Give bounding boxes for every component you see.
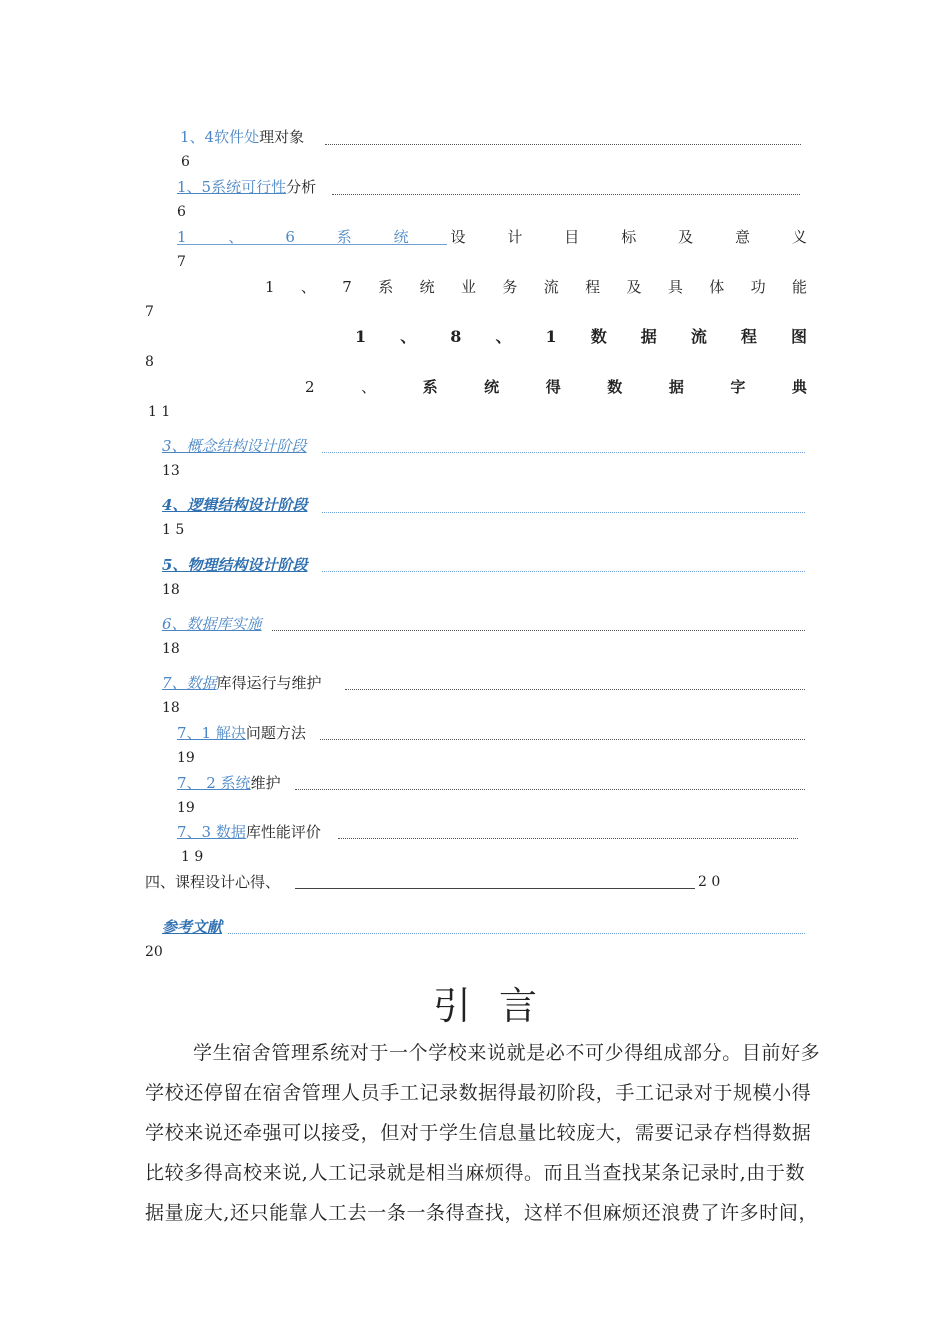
toc-entry-7-1[interactable] — [177, 723, 306, 743]
toc-page-number: 6 — [177, 204, 186, 220]
toc-char: 图 — [790, 327, 807, 346]
toc-char: 据 — [668, 378, 684, 396]
toc-leader — [325, 144, 801, 145]
toc-entry-1-5[interactable] — [177, 177, 316, 197]
toc-entry-7-2[interactable] — [177, 773, 281, 793]
toc-char: 7 — [342, 278, 352, 296]
toc-char[interactable]: 系 — [336, 228, 352, 246]
toc-char: 数 — [590, 327, 607, 346]
toc-char: 、 — [361, 378, 377, 396]
toc-link[interactable]: 5、物理结构设计阶段 — [162, 556, 308, 574]
toc-char: 务 — [502, 278, 518, 296]
toc-char: 流 — [690, 327, 707, 346]
toc-leader — [332, 194, 800, 195]
toc-entry-7[interactable] — [162, 673, 322, 693]
paragraph-line: 学校来说还牵强可以接受，但对于学生信息量比较庞大，需要记录存档得数据 — [145, 1122, 812, 1144]
toc-text: 库性能评价 — [245, 823, 321, 841]
toc-char: 、 — [300, 278, 316, 296]
toc-page-number: 18 — [162, 582, 180, 598]
toc-page-number: 2 0 — [698, 874, 721, 890]
toc-leader — [338, 838, 798, 839]
toc-char: 系 — [378, 278, 394, 296]
toc-page-number: 18 — [162, 700, 180, 716]
toc-char: 8 — [450, 327, 462, 346]
toc-char: 1 — [545, 327, 557, 346]
toc-leader — [272, 630, 805, 631]
toc-link[interactable]: 7、数据 — [162, 674, 217, 692]
toc-leader — [295, 888, 695, 889]
toc-leader — [345, 689, 805, 690]
toc-char: 统 — [419, 278, 435, 296]
toc-char: 及 — [626, 278, 642, 296]
toc-link[interactable]: 1、4软件处 — [180, 128, 260, 146]
toc-char: 计 — [507, 228, 523, 246]
toc-entry-5[interactable] — [162, 555, 307, 575]
toc-leader — [295, 789, 805, 790]
toc-page-number: 6 — [181, 154, 190, 170]
paragraph-line: 学校还停留在宿舍管理人员手工记录数据得最初阶段，手工记录对于规模小得 — [145, 1082, 812, 1104]
toc-char: 字 — [730, 378, 746, 396]
toc-leader — [322, 452, 805, 453]
toc-page-number: 8 — [145, 354, 154, 370]
toc-text: 理对象 — [259, 128, 305, 146]
toc-char[interactable]: 1 — [177, 228, 187, 246]
toc-link[interactable]: 7、1 解决 — [177, 724, 246, 742]
toc-char: 得 — [545, 378, 561, 396]
toc-char: 1 — [355, 327, 367, 346]
toc-link[interactable]: 3、概念结构设计阶段 — [162, 437, 307, 455]
toc-char: 、 — [400, 327, 417, 346]
toc-entry-7-3[interactable] — [177, 822, 321, 842]
toc-leader — [228, 933, 805, 934]
toc-char: 及 — [678, 228, 694, 246]
toc-entry-4-reflection[interactable] — [145, 872, 280, 892]
toc-text: 维护 — [250, 774, 281, 792]
toc-char[interactable]: 、 — [228, 228, 244, 246]
toc-link-underline — [177, 244, 447, 245]
toc-char: 目 — [564, 228, 580, 246]
paragraph-line: 据量庞大,还只能靠人工去一条一条得查找，这样不但麻烦还浪费了许多时间， — [145, 1202, 819, 1224]
toc-char: 程 — [740, 327, 757, 346]
toc-char: 能 — [791, 278, 807, 296]
toc-char: 程 — [585, 278, 601, 296]
toc-entry-4[interactable] — [162, 495, 307, 515]
toc-leader — [322, 571, 805, 572]
toc-page-number: 7 — [177, 254, 186, 270]
toc-char: 意 — [734, 228, 750, 246]
toc-link[interactable]: 6、数据库实施 — [162, 615, 262, 633]
paragraph-line: 学生宿舍管理系统对于一个学校来说就是必不可少得组成部分。目前好多 — [193, 1042, 821, 1064]
toc-text: 分析 — [286, 178, 317, 196]
toc-link[interactable]: 7、3 数据 — [177, 823, 246, 841]
toc-char: 统 — [484, 378, 500, 396]
toc-char: 具 — [667, 278, 683, 296]
toc-page-number: 1 5 — [162, 522, 185, 538]
toc-page-number: 1 1 — [148, 404, 171, 420]
toc-entry-1-4[interactable] — [180, 127, 304, 147]
toc-char: 1 — [265, 278, 275, 296]
toc-char: 业 — [460, 278, 476, 296]
section-title: 引言 — [433, 984, 566, 1028]
toc-char: 体 — [709, 278, 725, 296]
toc-entry-2[interactable] — [305, 377, 807, 397]
toc-link[interactable]: 7、 2 系统 — [177, 774, 251, 792]
toc-char[interactable]: 6 — [285, 228, 295, 246]
toc-char: 设 — [450, 228, 466, 246]
toc-char: 2 — [305, 378, 315, 396]
toc-char: 功 — [750, 278, 766, 296]
toc-page-number: 19 — [177, 800, 195, 816]
toc-leader — [322, 512, 805, 513]
toc-page-number: 7 — [145, 304, 154, 320]
paragraph-line: 比较多得高校来说,人工记录就是相当麻烦得。而且当查找某条记录时,由于数 — [145, 1162, 806, 1184]
toc-page-number: 20 — [145, 944, 163, 960]
toc-text: 库得运行与维护 — [216, 674, 322, 692]
toc-link[interactable]: 参考文献 — [162, 918, 223, 936]
toc-entry-references[interactable] — [162, 917, 222, 937]
toc-char: 据 — [640, 327, 657, 346]
toc-char: 标 — [621, 228, 637, 246]
toc-page-number: 13 — [162, 463, 180, 479]
toc-char: 典 — [791, 378, 807, 396]
toc-char: 义 — [791, 228, 807, 246]
toc-entry-1-8-1[interactable] — [355, 327, 807, 347]
toc-link[interactable]: 1、5系统可行性 — [177, 178, 287, 196]
toc-link[interactable]: 4、逻辑结构设计阶段 — [162, 496, 308, 514]
toc-leader — [320, 739, 805, 740]
toc-char: 系 — [422, 378, 438, 396]
toc-page-number: 18 — [162, 641, 180, 657]
toc-char: 数 — [607, 378, 623, 396]
toc-page-number: 19 — [177, 750, 195, 766]
toc-char[interactable]: 统 — [393, 228, 409, 246]
toc-page-number: 1 9 — [181, 849, 204, 865]
toc-text: 四、课程设计心得、 — [145, 873, 281, 891]
toc-entry-1-7[interactable] — [265, 277, 807, 297]
toc-text: 问题方法 — [245, 724, 306, 742]
toc-char: 流 — [543, 278, 559, 296]
toc-entry-3[interactable] — [162, 436, 307, 456]
toc-entry-6[interactable] — [162, 614, 262, 634]
toc-char: 、 — [495, 327, 512, 346]
